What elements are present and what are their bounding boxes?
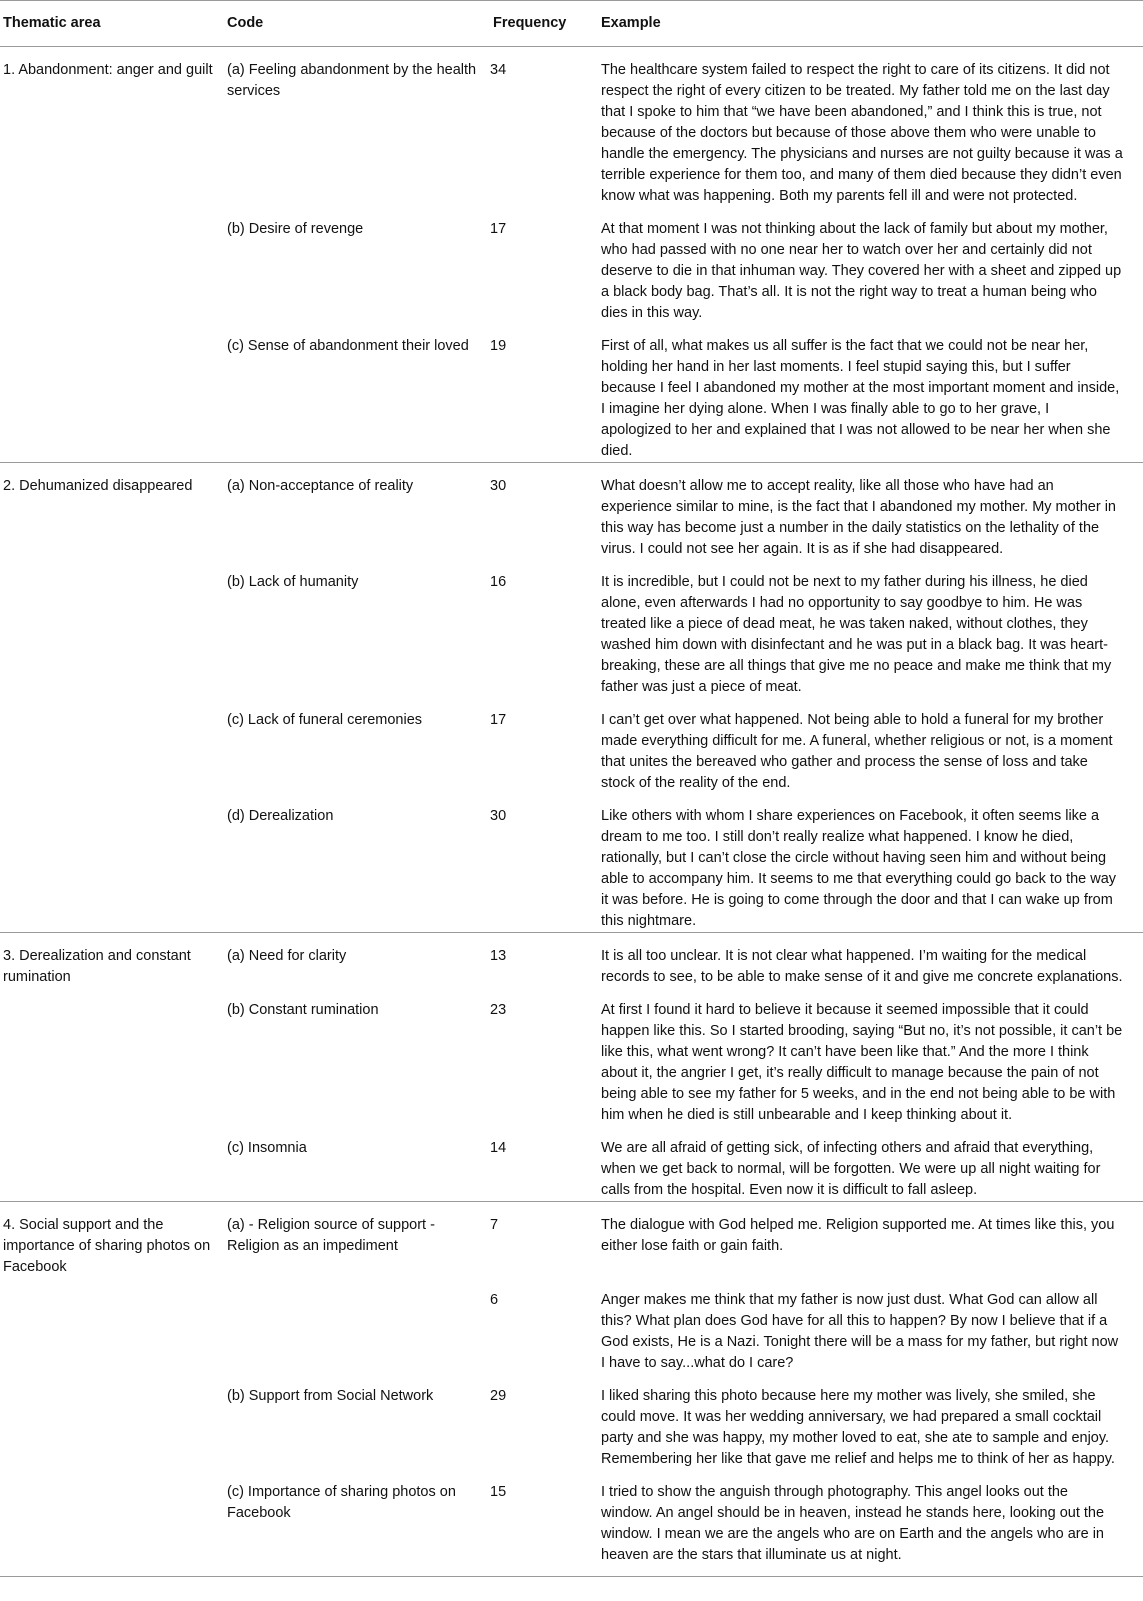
- table-row: [0, 324, 1143, 463]
- example-cell: What doesn’t allow me to accept reality, like all those who have had an experience similar to mine, is the fact that I abandoned my mother. My mother in this way has become just a number in the daily statistics on the lethality of the virus. I could not see her again. It is as if she had disappeared.: [601, 478, 1116, 557]
- example-cell: It is incredible, but I could not be next to my father during his illness, he died alone, even afterwards I had no opportunity to say goodbye to him. He was treated like a piece of dead meat, he was taken naked, without clothes, they washed him down with disinfectant and he was put in a black bag. It was heart-breaking, these are all things that give me no peace and make me think that my father was just a piece of meat.: [601, 574, 1112, 695]
- thematic-area-cell: [0, 988, 224, 1126]
- header-thematic-area: Thematic area: [0, 1, 224, 47]
- example-cell: The dialogue with God helped me. Religion supported me. At times like this, you either lose faith or gain faith.: [601, 1217, 1115, 1254]
- header-code: Code: [224, 1, 490, 47]
- example-cell: The healthcare system failed to respect the right to care of its citizens. It did not respect the right of every citizen to be treated. My father told me on the last day that I spoke to him that “we have been abandoned,” and I think this is true, not because of the doctors but because of those above them who were unable to handle the emergency. The physicians and nurses are not guilty because it was a terrible experience for them too, and many of them died because they didn’t even know what was happening. Both my parents fell ill and were not protected.: [601, 62, 1123, 204]
- table-row: [0, 1278, 1143, 1374]
- header-example: Example: [598, 1, 1143, 47]
- example-cell: I liked sharing this photo because here my mother was lively, she smiled, she could move. It was her wedding anniversary, we had prepared a small cocktail party and she was happy, my mother loved to eat, she ate to sample and enjoy. Remembering her like that gave me relief and helps me to think of her as happy.: [601, 1388, 1115, 1467]
- code-cell: (c) Insomnia: [224, 1126, 490, 1202]
- table-row: [0, 463, 1143, 561]
- thematic-area-cell: 3. Derealization and constant rumination: [3, 948, 191, 985]
- table-row: [0, 1374, 1143, 1470]
- table-body: [0, 47, 1143, 1577]
- frequency-cell: 15: [490, 1470, 598, 1577]
- frequency-cell: 13: [490, 948, 507, 964]
- thematic-area-cell: [0, 794, 224, 933]
- frequency-cell: 14: [490, 1126, 598, 1202]
- frequency-cell: 29: [490, 1388, 507, 1404]
- code-cell: (a) - Religion source of support - Religion as an impediment: [227, 1217, 435, 1254]
- code-cell: (c) Sense of abandonment their loved: [224, 324, 490, 463]
- code-cell: (b) Support from Social Network: [227, 1388, 434, 1404]
- table-row: [0, 1470, 1143, 1577]
- frequency-cell: 17: [490, 221, 507, 237]
- frequency-cell: 19: [490, 324, 598, 463]
- code-cell: (b) Lack of humanity: [227, 574, 359, 590]
- table-header: [0, 1, 1143, 47]
- frequency-cell: 30: [490, 478, 507, 494]
- thematic-area-cell: [0, 1278, 224, 1374]
- thematic-area-cell: [0, 1470, 224, 1577]
- code-cell: (b) Constant rumination: [227, 1002, 379, 1018]
- frequency-cell: 7: [490, 1217, 499, 1233]
- thematic-area-cell: [0, 1126, 224, 1202]
- example-cell: I can’t get over what happened. Not being able to hold a funeral for my brother made everything difficult for me. A funeral, whether religious or not, is a moment that unites the bereaved who gather and process the sense of loss and take stock of the reality of the end.: [601, 712, 1113, 791]
- table-row: [0, 698, 1143, 794]
- table-row: [0, 1202, 1143, 1279]
- table-row: [0, 988, 1143, 1126]
- thematic-area-cell: 4. Social support and the importance of sharing photos on Facebook: [3, 1217, 211, 1275]
- code-cell: [224, 1278, 490, 1374]
- table-row: [0, 794, 1143, 933]
- thematic-area-cell: [0, 207, 224, 324]
- table-row: [0, 207, 1143, 324]
- example-cell: We are all afraid of getting sick, of infecting others and afraid that everything, when we get back to normal, will be forgotten. We were up all night waiting for calls from the hospital. Even now it is difficult to fall asleep.: [598, 1126, 1143, 1202]
- example-cell: Anger makes me think that my father is now just dust. What God can allow all this? What plan does God have for all this to happen? By now I believe that if a God exists, He is a Nazi. Tonight there will be a mass for my father, but right now I have to say...what do I care?: [601, 1292, 1119, 1371]
- thematic-area-cell: [0, 1374, 224, 1470]
- table-row: [0, 47, 1143, 208]
- table-row: [0, 933, 1143, 989]
- frequency-cell: 30: [490, 794, 598, 933]
- code-cell: (b) Desire of revenge: [227, 221, 364, 237]
- frequency-cell: 6: [490, 1292, 499, 1308]
- code-cell: (a) Non-acceptance of reality: [227, 478, 414, 494]
- frequency-cell: 17: [490, 712, 507, 728]
- example-cell: At that moment I was not thinking about the lack of family but about my mother, who had passed with no one near her to watch over her and certainly did not deserve to die in that inhuman way. They covered her with a sheet and zipped up a black body bag. That’s all. It is not the right way to treat a human being who dies in this way.: [601, 221, 1122, 321]
- thematic-area-cell: [0, 698, 224, 794]
- code-cell: (d) Derealization: [224, 794, 490, 933]
- code-cell: (a) Feeling abandonment by the health services: [227, 62, 477, 99]
- example-cell: First of all, what makes us all suffer is the fact that we could not be near her, holding her hand in her last moments. I feel stupid saying this, but I suffer because I feel I abandoned my mother at the most important moment and inside, I imagine her dying alone. When I was finally able to go to her grave, I apologized to her and explained that I was not allowed to be near her when she died.: [598, 324, 1143, 463]
- header-frequency: Frequency: [490, 1, 598, 47]
- code-cell: (c) Lack of funeral ceremonies: [227, 712, 423, 728]
- code-cell: (a) Need for clarity: [227, 948, 347, 964]
- thematic-area-cell: [0, 324, 224, 463]
- thematic-area-cell: 1. Abandonment: anger and guilt: [3, 62, 213, 78]
- example-cell: It is all too unclear. It is not clear what happened. I’m waiting for the medical records to see, to be able to make sense of it and give me concrete explanations.: [601, 948, 1123, 985]
- example-cell: Like others with whom I share experiences on Facebook, it often seems like a dream to me too. I still don’t really realize what happened. I know he died, rationally, but I can’t close the circle without having seen him and without being able to accompany him. It seems to me that everything could go back to the way it was before. He is going to come through the door and that I can wake up from this nightmare.: [598, 794, 1143, 933]
- example-cell: At first I found it hard to believe it because it seemed impossible that it could happen like this. So I started brooding, saying “But no, it’s not possible, it can’t be like this, what went wrong? It can’t have been like that.” And the more I think about it, the angrier I get, it’s really difficult to manage because the pain of not being able to see my father for 5 weeks, and in the end not being able to be with him when he died is still unbearable and I keep thinking about it.: [601, 1002, 1123, 1123]
- table-row: [0, 1126, 1143, 1202]
- table-row: [0, 560, 1143, 698]
- code-cell: (c) Importance of sharing photos on Facebook: [224, 1470, 490, 1577]
- example-cell: I tried to show the anguish through photography. This angel looks out the window. An angel should be in heaven, instead he stands here, looking out the window. I mean we are the angels who are on Earth and the angels who are in heaven are the stars that illuminate us at night.: [598, 1470, 1143, 1577]
- thematic-area-cell: 2. Dehumanized disappeared: [3, 478, 193, 494]
- frequency-cell: 23: [490, 1002, 507, 1018]
- frequency-cell: 34: [490, 62, 507, 78]
- header-row: [0, 1, 1143, 47]
- frequency-cell: 16: [490, 574, 507, 590]
- thematic-area-cell: [0, 560, 224, 698]
